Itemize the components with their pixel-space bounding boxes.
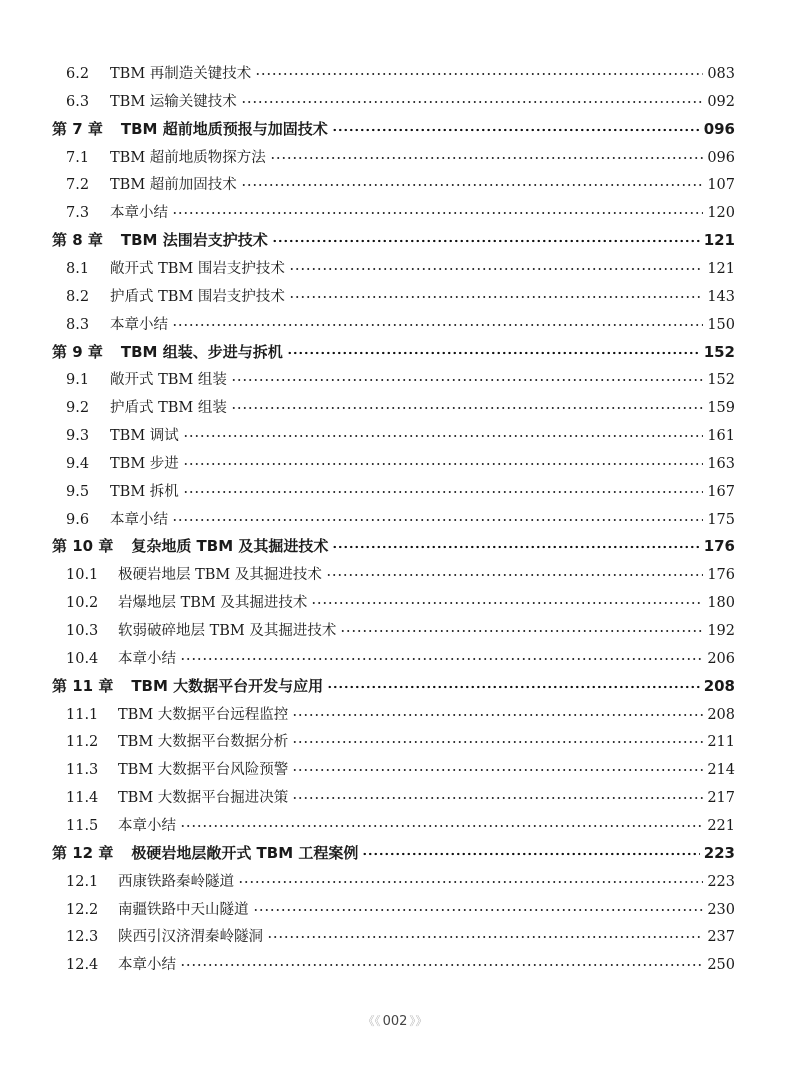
dot-leader [289, 284, 703, 299]
toc-section-row[interactable] [66, 508, 735, 529]
page-ref: 150 [707, 316, 735, 333]
page-ref: 167 [707, 483, 735, 500]
section-number: 12.1 [66, 873, 99, 890]
toc-section-row[interactable] [66, 146, 735, 167]
toc-chapter-row[interactable] [52, 842, 735, 863]
dot-leader [183, 451, 704, 466]
section-title: 本章小结 [110, 316, 168, 333]
footer-ornament-right: 》》 [409, 1014, 428, 1028]
section-title: TBM 拆机 [110, 483, 179, 500]
chapter-title: TBM 法围岩支护技术 [120, 231, 268, 250]
toc-section-row[interactable] [66, 452, 735, 473]
section-title: 软弱破碎地层 TBM 及其掘进技术 [118, 623, 337, 639]
section-number: 9.3 [66, 428, 90, 445]
page-ref: 223 [707, 873, 735, 890]
page-ref: 250 [707, 957, 735, 974]
page-number: 002 [382, 1014, 408, 1029]
section-title: TBM 大数据平台风险预警 [118, 762, 289, 779]
dot-leader [172, 507, 703, 522]
toc-section-row[interactable] [66, 563, 735, 584]
toc-section-row[interactable] [66, 814, 735, 835]
toc-section-row[interactable] [66, 647, 735, 668]
toc-section-row[interactable] [66, 730, 735, 751]
page-ref: 230 [707, 901, 735, 918]
dot-leader [183, 424, 704, 439]
page-ref: 092 [707, 93, 735, 110]
toc-section-row[interactable] [66, 758, 735, 779]
toc-section-row[interactable] [66, 396, 735, 417]
dot-leader [183, 479, 704, 494]
page-ref: 176 [707, 567, 735, 584]
toc-section-row[interactable] [66, 285, 735, 306]
section-number: 12.4 [66, 957, 99, 974]
toc-section-row[interactable] [66, 313, 735, 334]
toc-section-row[interactable] [66, 173, 735, 194]
dot-leader [311, 591, 703, 606]
dot-leader [238, 869, 703, 884]
section-number: 10.1 [66, 567, 99, 584]
page-ref: 096 [703, 119, 735, 138]
toc-section-row[interactable] [66, 591, 735, 612]
dot-leader [180, 953, 703, 968]
toc-section-row[interactable] [66, 925, 735, 946]
dot-leader [172, 312, 703, 327]
section-title: 敞开式 TBM 组装 [110, 372, 227, 389]
section-number: 6.2 [66, 66, 90, 82]
section-number: 8.2 [66, 288, 90, 305]
dot-leader [231, 368, 703, 383]
page-ref: 223 [703, 843, 735, 862]
section-title: 岩爆地层 TBM 及其掘进技术 [118, 595, 308, 612]
section-number: 12.3 [66, 929, 99, 946]
dot-leader [292, 702, 703, 717]
toc-chapter-row[interactable] [52, 535, 735, 556]
toc-section-row[interactable] [66, 201, 735, 222]
toc-section-row[interactable] [66, 480, 735, 501]
toc-section-row[interactable] [66, 898, 735, 919]
section-title: TBM 调试 [110, 428, 179, 445]
chapter-title: 极硬岩地层敞开式 TBM 工程案例 [131, 843, 359, 862]
section-title: 本章小结 [110, 511, 168, 528]
section-title: 本章小结 [118, 957, 176, 974]
toc-section-row[interactable] [66, 786, 735, 807]
toc-section-row[interactable] [66, 90, 735, 111]
section-title: TBM 步进 [110, 455, 179, 472]
section-number: 8.1 [66, 260, 90, 277]
section-number: 7.3 [66, 205, 90, 222]
dot-leader [289, 256, 703, 271]
section-title: TBM 再制造关键技术 [110, 66, 252, 82]
page-ref: 208 [707, 706, 735, 723]
section-title: 极硬岩地层 TBM 及其掘进技术 [118, 567, 322, 584]
page-ref: 152 [707, 372, 735, 389]
section-number: 11.5 [66, 817, 99, 834]
section-title: TBM 超前加固技术 [110, 177, 237, 194]
chapter-title: TBM 超前地质预报与加固技术 [120, 119, 328, 138]
section-number: 8.3 [66, 316, 90, 333]
chapter-number: 第 8 章 [52, 231, 103, 250]
dot-leader [253, 897, 704, 912]
page-ref: 159 [707, 400, 735, 417]
section-number: 10.4 [66, 650, 99, 667]
section-title: 南疆铁路中天山隧道 [118, 901, 249, 918]
section-number: 7.2 [66, 177, 90, 194]
dot-leader [241, 173, 704, 188]
section-title: TBM 超前地质物探方法 [110, 149, 266, 166]
page-ref: 180 [707, 595, 735, 612]
toc-section-row[interactable] [66, 424, 735, 445]
section-number: 10.2 [66, 595, 99, 612]
toc-section-row[interactable] [66, 703, 735, 724]
chapter-title: TBM 大数据平台开发与应用 [131, 676, 324, 695]
dot-leader [180, 646, 703, 661]
section-title: 本章小结 [118, 650, 176, 667]
dot-leader [180, 813, 703, 828]
section-number: 10.3 [66, 623, 99, 639]
section-number: 9.2 [66, 400, 90, 417]
dot-leader [332, 534, 699, 549]
page-ref: 120 [707, 205, 735, 222]
dot-leader [270, 145, 704, 160]
page-ref: 221 [707, 817, 735, 834]
toc-chapter-row[interactable] [52, 341, 735, 362]
chapter-title: 复杂地质 TBM 及其掘进技术 [131, 537, 329, 556]
toc-section-row[interactable] [66, 953, 735, 974]
dot-leader [287, 340, 700, 355]
page-ref: 161 [707, 428, 735, 445]
section-title: TBM 大数据平台掘进决策 [118, 790, 289, 807]
chapter-number: 第 11 章 [52, 676, 114, 695]
dot-leader [172, 201, 703, 216]
dot-leader [326, 563, 703, 578]
section-number: 9.4 [66, 455, 90, 472]
page-ref: 121 [703, 231, 735, 250]
toc-chapter-row[interactable] [52, 675, 735, 696]
dot-leader [340, 619, 703, 634]
page-ref: 192 [707, 623, 735, 639]
page-ref: 152 [703, 342, 735, 361]
section-title: 护盾式 TBM 组装 [110, 400, 227, 417]
dot-leader [292, 786, 703, 801]
page-ref: 217 [707, 790, 735, 807]
page-ref: 083 [707, 66, 735, 82]
toc-chapter-row[interactable] [52, 118, 735, 139]
toc-section-row[interactable] [66, 62, 735, 83]
page-ref: 214 [707, 762, 735, 779]
toc-section-row[interactable] [66, 619, 735, 640]
page-ref: 163 [707, 455, 735, 472]
section-title: 西康铁路秦岭隧道 [118, 873, 234, 890]
section-title: TBM 大数据平台数据分析 [118, 734, 289, 751]
section-number: 6.3 [66, 93, 90, 110]
section-number: 11.2 [66, 734, 99, 751]
section-number: 9.6 [66, 511, 90, 528]
dot-leader [267, 925, 703, 940]
toc-section-row[interactable] [66, 870, 735, 891]
page-ref: 208 [703, 676, 735, 695]
dot-leader [292, 758, 703, 773]
page-ref: 175 [707, 511, 735, 528]
page-ref: 237 [707, 929, 735, 946]
footer-ornament-left: 《《 [362, 1014, 381, 1028]
chapter-number: 第 7 章 [52, 119, 103, 138]
toc-section-row[interactable] [66, 368, 735, 389]
section-number: 12.2 [66, 901, 99, 918]
section-title: 陕西引汉济渭秦岭隧洞 [118, 929, 263, 946]
page-ref: 206 [707, 650, 735, 667]
page-ref: 096 [707, 149, 735, 166]
dot-leader [292, 730, 703, 745]
dot-leader [231, 396, 703, 411]
chapter-number: 第 9 章 [52, 342, 103, 361]
toc-section-row[interactable] [66, 257, 735, 278]
section-title: TBM 大数据平台远程监控 [118, 706, 289, 723]
page-ref: 176 [703, 537, 735, 556]
page-ref: 211 [707, 734, 735, 751]
dot-leader [327, 674, 700, 689]
chapter-title: TBM 组装、步进与拆机 [120, 342, 283, 361]
dot-leader [362, 841, 699, 856]
section-number: 11.3 [66, 762, 99, 779]
section-title: 敞开式 TBM 围岩支护技术 [110, 260, 285, 277]
dot-leader [332, 117, 700, 132]
dot-leader [272, 228, 700, 243]
page-ref: 107 [707, 177, 735, 194]
section-title: 本章小结 [110, 205, 168, 222]
page-footer [0, 1012, 790, 1029]
dot-leader [255, 62, 703, 77]
chapter-number: 第 12 章 [52, 843, 114, 862]
dot-leader [241, 89, 704, 104]
section-number: 11.4 [66, 790, 99, 807]
section-number: 11.1 [66, 706, 99, 723]
section-number: 9.5 [66, 483, 90, 500]
section-title: 本章小结 [118, 817, 176, 834]
section-title: TBM 运输关键技术 [110, 93, 237, 110]
section-title: 护盾式 TBM 围岩支护技术 [110, 288, 285, 305]
section-number: 9.1 [66, 372, 90, 389]
page-ref: 121 [707, 260, 735, 277]
toc-chapter-row[interactable] [52, 229, 735, 250]
chapter-number: 第 10 章 [52, 537, 114, 556]
page-ref: 143 [707, 288, 735, 305]
section-number: 7.1 [66, 149, 90, 166]
